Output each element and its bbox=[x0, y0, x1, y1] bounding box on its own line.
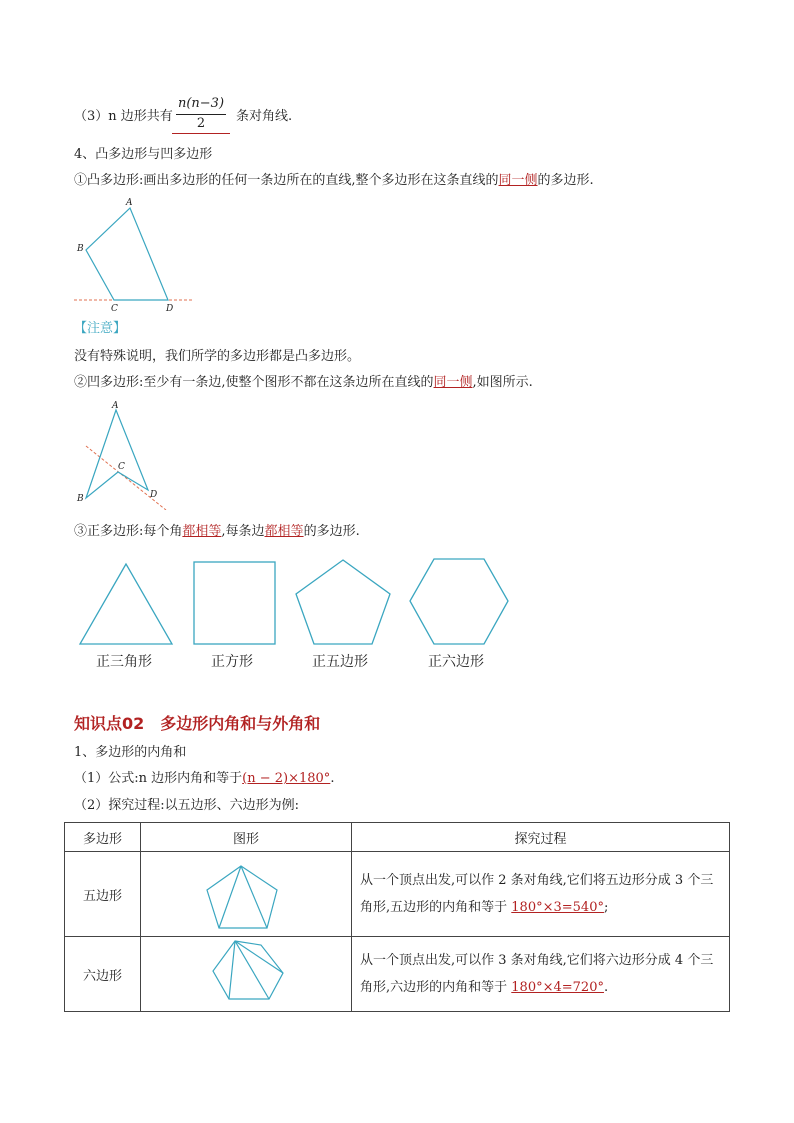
process-blank: 180°×4=720° bbox=[511, 980, 604, 995]
diagonal-suffix: 条对角线. bbox=[236, 109, 293, 124]
section-number: 知识点02 bbox=[74, 714, 145, 733]
table-row bbox=[65, 852, 730, 937]
process-line-1: 从一个顶点出发,可以作 2 条对角线,它们将五边形分成 3 个三 bbox=[360, 873, 714, 888]
pentagon-diagram-cell bbox=[141, 852, 352, 937]
convex-text: ①凸多边形:画出多边形的任何一条边所在的直线,整个多边形在这条直线的 bbox=[74, 173, 499, 188]
convex-text-end: 的多边形. bbox=[537, 173, 594, 188]
row-process bbox=[352, 937, 730, 1012]
convex-quadrilateral-figure bbox=[70, 196, 200, 316]
process-prefix: 角形,六边形的内角和等于 bbox=[360, 980, 508, 995]
interior-title: 1、多边形的内角和 bbox=[74, 745, 187, 760]
regular-blank-1: 都相等 bbox=[182, 524, 222, 539]
hexagon-diagram-cell bbox=[141, 937, 352, 1012]
process-prefix: 角形,五边形的内角和等于 bbox=[360, 900, 508, 915]
formula-prefix: （1）公式:n 边形内角和等于 bbox=[74, 771, 243, 786]
row-name: 五边形 bbox=[65, 852, 141, 937]
label-square: 正方形 bbox=[211, 654, 253, 670]
process-line-2 bbox=[360, 974, 721, 1001]
concave-label-d: D bbox=[150, 490, 158, 500]
header-figure: 图形 bbox=[141, 823, 352, 852]
process-line-1: 从一个顶点出发,可以作 3 条对角线,它们将六边形分成 4 个三 bbox=[360, 953, 714, 968]
table-row bbox=[65, 937, 730, 1012]
regular-text-2: ,每条边 bbox=[221, 524, 265, 539]
concave-label-c: C bbox=[118, 462, 125, 472]
diagonal-count-line bbox=[74, 108, 173, 126]
formula-end: . bbox=[330, 771, 335, 786]
process-end: ; bbox=[603, 900, 609, 915]
interior-formula bbox=[74, 770, 334, 788]
formula-blank: (n − 2)×180° bbox=[242, 771, 331, 786]
regular-text-1: ③正多边形:每个角 bbox=[74, 524, 183, 539]
regular-hexagon bbox=[410, 559, 508, 644]
regular-polygons-figure bbox=[78, 558, 518, 650]
section-heading bbox=[74, 711, 336, 734]
hexagon-diagonals-figure bbox=[141, 937, 351, 1007]
item4-title: 4、凸多边形与凹多边形 bbox=[74, 147, 213, 162]
concave-label-a: A bbox=[112, 401, 119, 411]
convex-blank: 同一侧 bbox=[498, 173, 538, 188]
note-text: 没有特殊说明，我们所学的多边形都是凸多边形。 bbox=[74, 349, 361, 364]
concave-quadrilateral-figure bbox=[70, 398, 180, 510]
concave-label-b: B bbox=[77, 494, 84, 504]
header-polygon: 多边形 bbox=[65, 823, 141, 852]
process-line-2 bbox=[360, 894, 721, 921]
convex-label-a: A bbox=[126, 198, 133, 208]
diagonal-prefix: （3）n 边形共有 bbox=[74, 109, 173, 124]
regular-text-3: 的多边形. bbox=[303, 524, 360, 539]
concave-blank: 同一侧 bbox=[433, 375, 473, 390]
convex-label-c: C bbox=[111, 304, 118, 314]
label-triangle: 正三角形 bbox=[96, 654, 152, 670]
fraction-denominator: 2 bbox=[196, 116, 206, 131]
concave-definition bbox=[74, 374, 533, 392]
label-pentagon: 正五边形 bbox=[312, 654, 368, 670]
regular-triangle bbox=[80, 564, 172, 644]
regular-square bbox=[194, 562, 275, 644]
pentagon-diagonals-figure bbox=[141, 852, 351, 932]
row-process bbox=[352, 852, 730, 937]
convex-label-b: B bbox=[77, 244, 84, 254]
process-blank: 180°×3=540° bbox=[511, 900, 604, 915]
diagonal-fraction bbox=[172, 96, 230, 134]
concave-text: ②凹多边形:至少有一条边,使整个图形不都在这条边所在直线的 bbox=[74, 375, 434, 390]
exploration-table bbox=[64, 822, 730, 1012]
regular-pentagon bbox=[296, 560, 390, 644]
regular-definition bbox=[74, 523, 360, 541]
fraction-numerator: n(n−3) bbox=[177, 96, 225, 111]
section-title: 多边形内角和与外角和 bbox=[160, 714, 321, 733]
convex-label-d: D bbox=[166, 304, 174, 314]
note-title: 【注意】 bbox=[74, 321, 127, 336]
convex-definition bbox=[74, 172, 594, 190]
table-header-row bbox=[65, 823, 730, 852]
regular-blank-2: 都相等 bbox=[264, 524, 304, 539]
explore-line: （2）探究过程:以五边形、六边形为例: bbox=[74, 798, 300, 813]
concave-text-end: ,如图所示. bbox=[472, 375, 533, 390]
process-end: . bbox=[603, 980, 609, 995]
header-process: 探究过程 bbox=[352, 823, 730, 852]
label-hexagon: 正六边形 bbox=[428, 654, 484, 670]
row-name: 六边形 bbox=[65, 937, 141, 1012]
